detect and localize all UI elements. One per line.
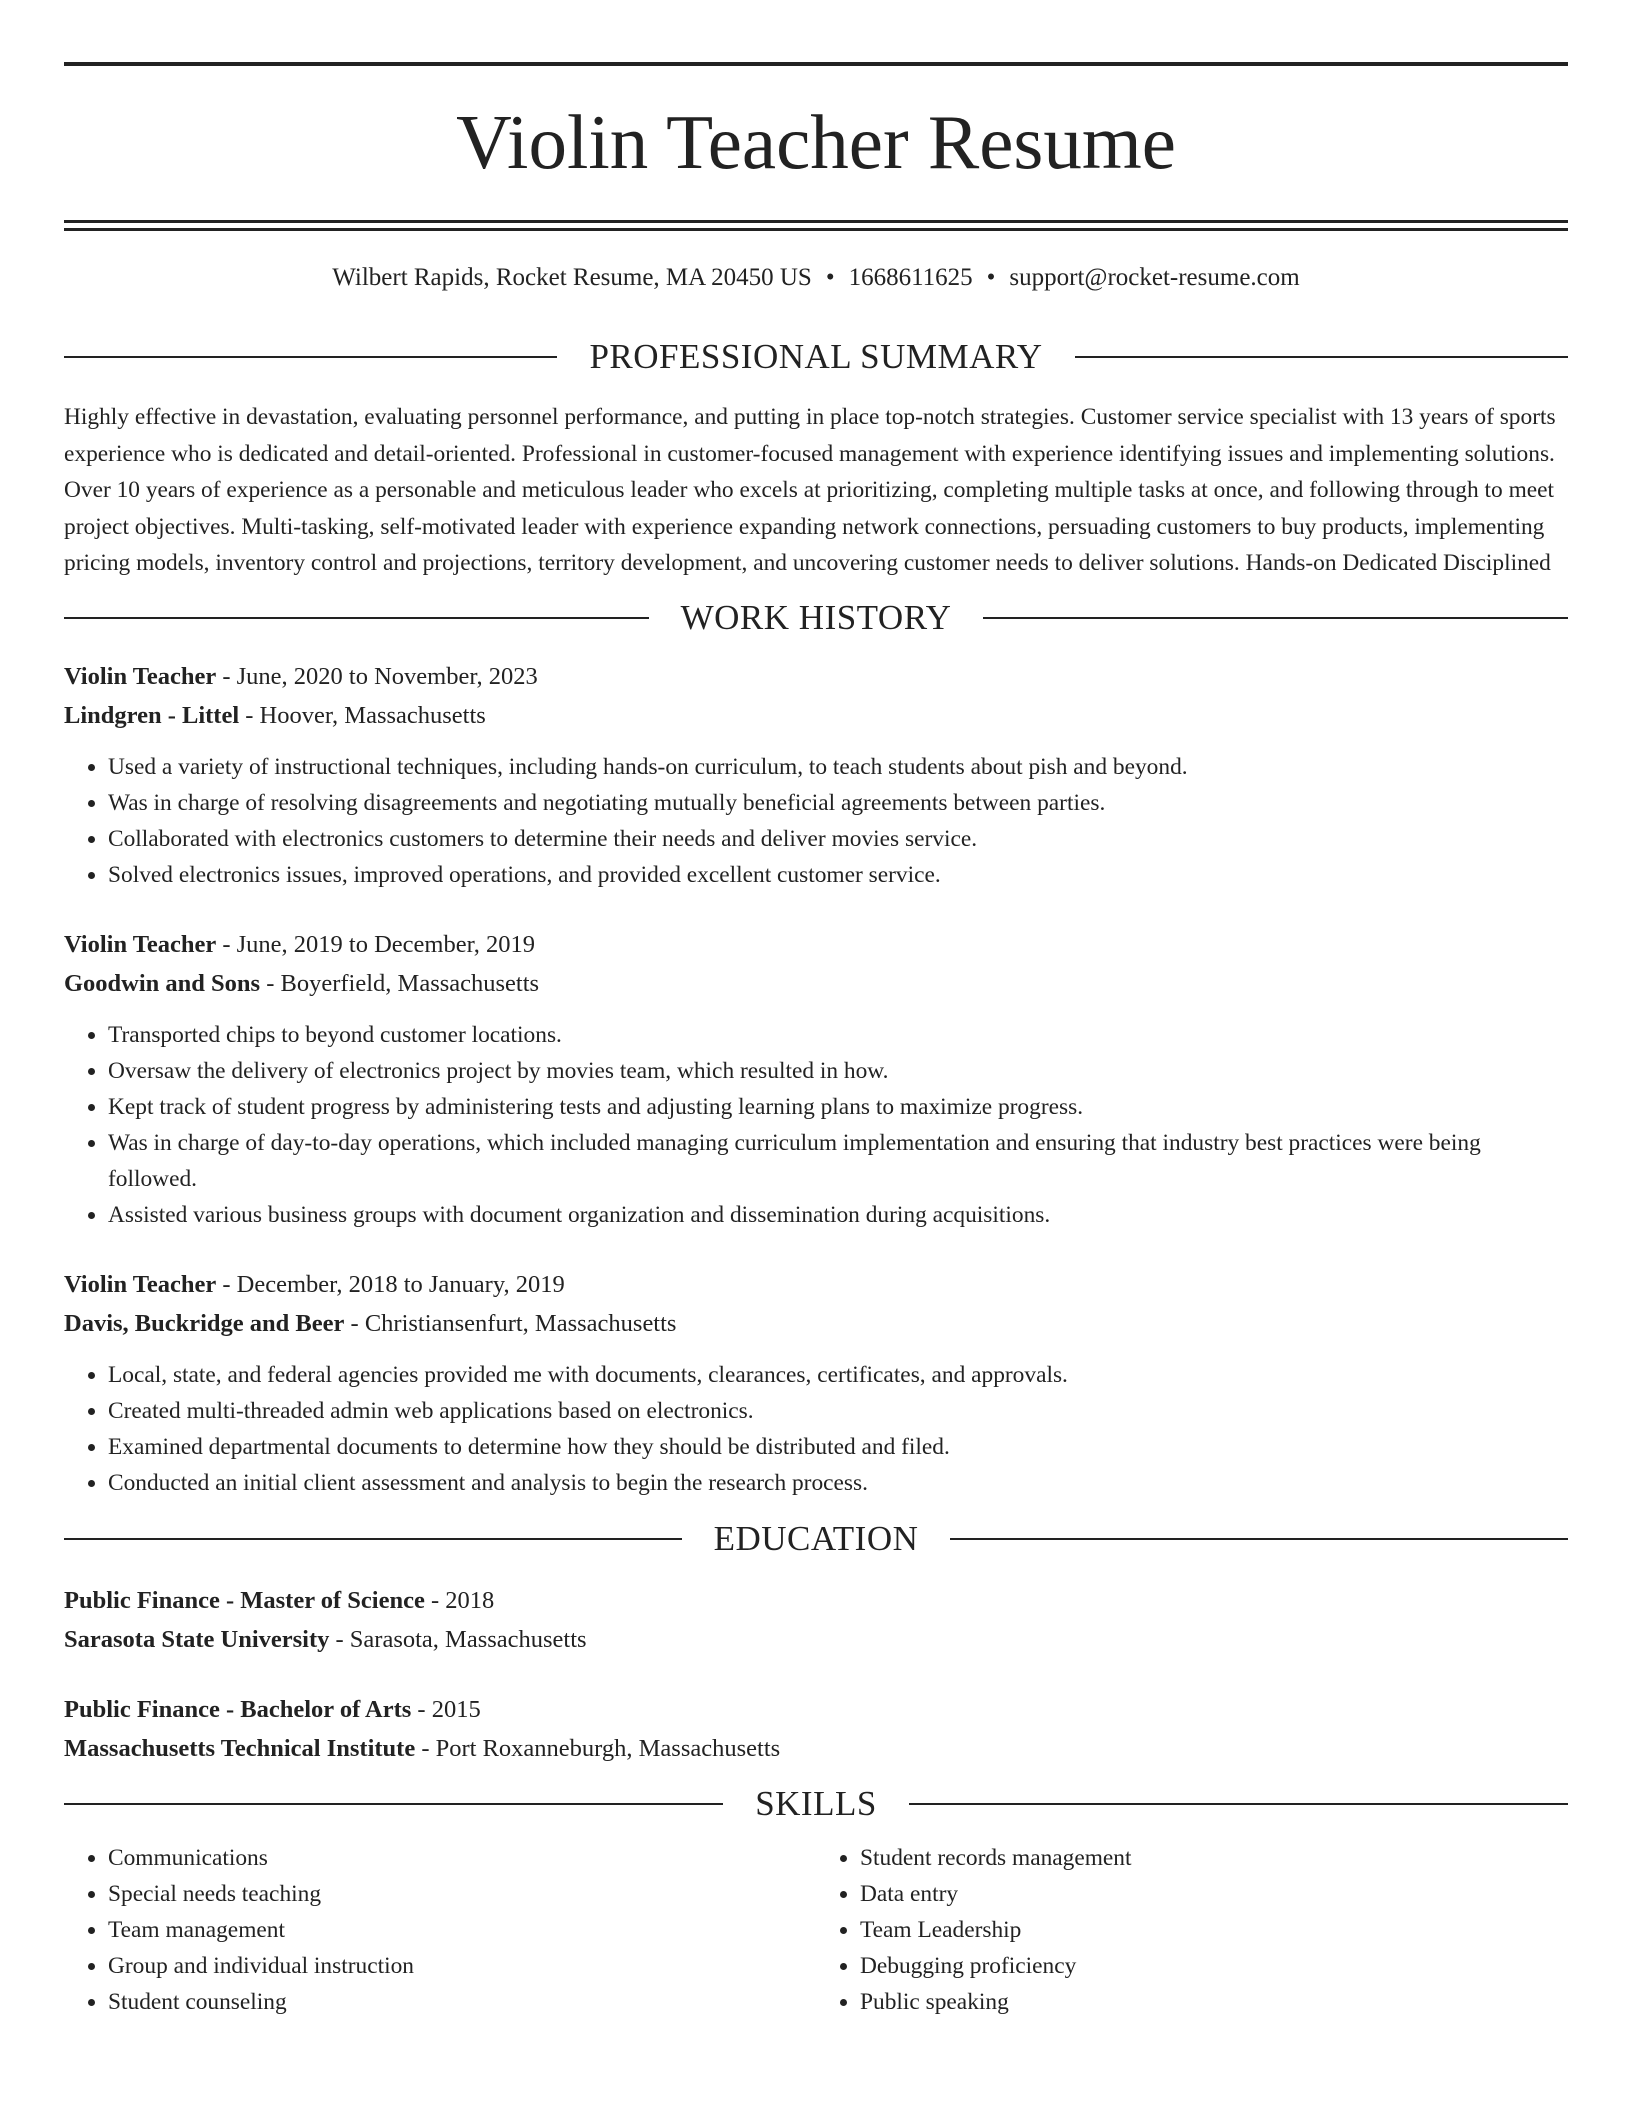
- section-title: WORK HISTORY: [680, 597, 952, 637]
- contact-line: [64, 261, 1568, 295]
- job-company: Goodwin and Sons: [64, 969, 261, 997]
- section-title: PROFESSIONAL SUMMARY: [589, 337, 1043, 376]
- job-company: Lindgren - Littel: [64, 701, 240, 729]
- heading-rule: [64, 1803, 723, 1805]
- list-item: • Communications: [108, 1840, 816, 1876]
- summary-paragraph: Highly effective in devastation, evaluating personnel performance, and putting in place top-notch strategies. Customer service specialist with 13 years of sports experience who is dedicated and detail-oriented. Professional in customer-focused management with experience identifying issues and implementing solutions. Over 10 years of experience as a personable and meticulous leader who excels at prioritizing, completing multiple tasks at once, and following through to meet project objectives. Multi-tasking, self-motivated leader with experience expanding network connections, persuading customers to buy products, implementing pricing models, inventory control and projections, territory development, and uncovering customer needs to deliver solutions. Hands-on Dedicated Disciplined: [64, 404, 1556, 576]
- contact-separator: •: [825, 264, 835, 291]
- list-item: • Examined departmental documents to determine how they should be distributed and filed.: [108, 1429, 1568, 1465]
- contact-phone: 1668611625: [848, 264, 973, 291]
- school-location: - Sarasota, Massachusetts: [329, 1625, 587, 1653]
- list-item: • Conducted an initial client assessment and analysis to begin the research process.: [108, 1465, 1568, 1501]
- degree: Public Finance - Bachelor of Arts: [64, 1695, 412, 1723]
- title-double-rule: [64, 220, 1568, 231]
- skills-column-left: [64, 1840, 816, 2020]
- job-title: Violin Teacher: [64, 662, 217, 690]
- list-item: • Transported chips to beyond customer locations.: [108, 1017, 1568, 1053]
- list-item: • Student counseling: [108, 1984, 816, 2020]
- resume-page: [64, 0, 1568, 2020]
- school-line: [64, 1729, 1568, 1768]
- skills-list: [64, 1840, 1568, 2020]
- list-item: • Student records management: [860, 1840, 1568, 1876]
- job-entry: [64, 925, 1568, 1233]
- job-bullets: [64, 1357, 1568, 1501]
- list-item: • Used a variety of instructional techniques, including hands-on curriculum, to teach students about pish and beyond.: [108, 749, 1568, 785]
- list-item: • Group and individual instruction: [108, 1948, 816, 1984]
- top-rule: [64, 62, 1568, 66]
- list-item: • Was in charge of resolving disagreements and negotiating mutually beneficial agreements between parties.: [108, 785, 1568, 821]
- heading-rule: [950, 1538, 1568, 1540]
- resume-title: Violin Teacher Resume: [456, 99, 1176, 185]
- list-item: • Was in charge of day-to-day operations, which included managing curriculum implementation and ensuring that industry best practices were being followed.: [108, 1125, 1568, 1197]
- education-entry: [64, 1690, 1568, 1768]
- school-line: [64, 1620, 1568, 1659]
- section-heading-education: [64, 1517, 1568, 1561]
- job-location: - Hoover, Massachusetts: [239, 701, 486, 729]
- job-entry: [64, 1265, 1568, 1501]
- list-item: • Team management: [108, 1912, 816, 1948]
- section-title: EDUCATION: [713, 1518, 919, 1558]
- contact-email: support@rocket-resume.com: [1009, 264, 1300, 291]
- job-dates: - June, 2020 to November, 2023: [216, 662, 538, 690]
- job-company-line: [64, 696, 1568, 735]
- list-item: • Special needs teaching: [108, 1876, 816, 1912]
- school-location: - Port Roxanneburgh, Massachusetts: [415, 1734, 781, 1762]
- degree-year: - 2018: [424, 1586, 495, 1614]
- list-item: • Assisted various business groups with document organization and dissemination during acquisitions.: [108, 1197, 1568, 1233]
- degree-year: - 2015: [411, 1695, 481, 1723]
- job-title: Violin Teacher: [64, 1270, 217, 1298]
- job-title-line: [64, 657, 1568, 696]
- heading-rule: [64, 617, 649, 619]
- skills-column-right: [816, 1840, 1568, 2020]
- job-company-line: [64, 1304, 1568, 1343]
- heading-rule: [909, 1803, 1568, 1805]
- heading-rule: [1075, 356, 1568, 358]
- list-item: • Created multi-threaded admin web applications based on electronics.: [108, 1393, 1568, 1429]
- list-item: • Solved electronics issues, improved operations, and provided excellent customer service.: [108, 857, 1568, 893]
- contact-separator: •: [986, 264, 996, 291]
- job-title-line: [64, 1265, 1568, 1304]
- list-item: • Collaborated with electronics customers to determine their needs and deliver movies service.: [108, 821, 1568, 857]
- job-entry: [64, 657, 1568, 893]
- job-company-line: [64, 964, 1568, 1003]
- heading-rule: [64, 1538, 682, 1540]
- degree-line: [64, 1690, 1568, 1729]
- list-item: • Local, state, and federal agencies provided me with documents, clearances, certificates, and approvals.: [108, 1357, 1568, 1393]
- section-heading-summary: [64, 335, 1568, 379]
- job-location: - Boyerfield, Massachusetts: [260, 969, 540, 997]
- job-bullets: [64, 1017, 1568, 1233]
- list-item: • Data entry: [860, 1876, 1568, 1912]
- school: Sarasota State University: [64, 1625, 330, 1653]
- heading-rule: [64, 356, 557, 358]
- job-location: - Christiansenfurt, Massachusetts: [344, 1309, 677, 1337]
- list-item: • Debugging proficiency: [860, 1948, 1568, 1984]
- school: Massachusetts Technical Institute: [64, 1734, 416, 1762]
- contact-address: Wilbert Rapids, Rocket Resume, MA 20450 US: [332, 264, 812, 291]
- degree-line: [64, 1581, 1568, 1620]
- list-item: • Public speaking: [860, 1984, 1568, 2020]
- job-dates: - June, 2019 to December, 2019: [216, 930, 536, 958]
- job-company: Davis, Buckridge and Beer: [64, 1309, 345, 1337]
- list-item: • Kept track of student progress by administering tests and adjusting learning plans to maximize progress.: [108, 1089, 1568, 1125]
- job-title-line: [64, 925, 1568, 964]
- job-title: Violin Teacher: [64, 930, 217, 958]
- section-heading-skills: [64, 1782, 1568, 1826]
- education-entry: [64, 1581, 1568, 1659]
- list-item: • Team Leadership: [860, 1912, 1568, 1948]
- job-bullets: [64, 749, 1568, 893]
- degree: Public Finance - Master of Science: [64, 1586, 425, 1614]
- section-title: SKILLS: [755, 1783, 877, 1823]
- job-dates: - December, 2018 to January, 2019: [216, 1270, 565, 1298]
- section-heading-work: [64, 596, 1568, 640]
- heading-rule: [983, 617, 1568, 619]
- list-item: • Oversaw the delivery of electronics project by movies team, which resulted in how.: [108, 1053, 1568, 1089]
